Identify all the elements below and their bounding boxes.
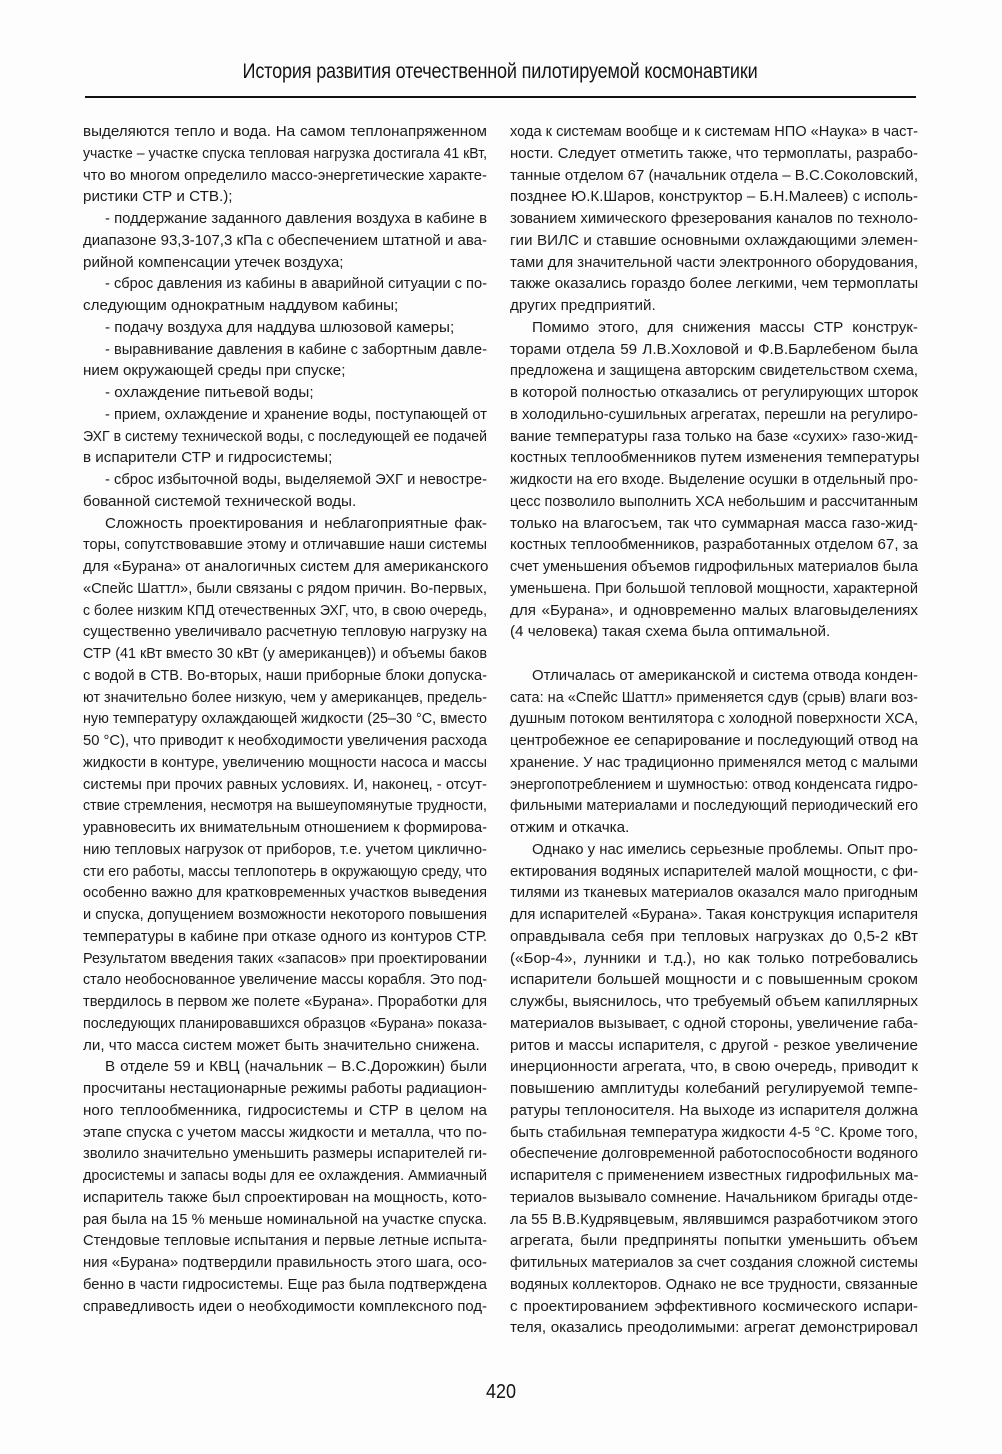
text-line-content: хода к системам вообще и к системам НПО «Наука» в част- xyxy=(510,123,918,140)
text-line-content: стало необоснованное увеличение массы корабля. Это под- xyxy=(83,971,487,989)
text-line: для «Бурана», и одновременно малых влаговыделениях xyxy=(510,601,918,619)
text-line-content: уменьшена. При большой тепловой мощности, характерной xyxy=(510,579,918,597)
text-line-content: сата: на «Спейс Шаттл» применяется сдув (срыв) влаги воз- xyxy=(510,688,918,706)
text-line: других предприятий. xyxy=(510,297,656,314)
text-line xyxy=(83,469,487,491)
text-line: оправдывала себя при тепловых нагрузках до 0,5-2 кВт xyxy=(510,927,918,945)
text-line-content: - сброс избыточной воды, выделяемой ЭХГ и невостре- xyxy=(105,471,487,488)
text-line-content: - поддержание заданного давления воздуха в кабине в xyxy=(105,210,487,227)
text-line-content: - сброс давления из кабины в аварийной ситуации с по- xyxy=(105,275,487,293)
text-line xyxy=(83,643,487,665)
text-line xyxy=(83,904,487,926)
text-line-content: диапазоне 93,3-107,3 кПа с обеспечением штатной и ава- xyxy=(83,231,487,249)
text-line-content: температуры в кабине при отказе одного из контуров СТР. xyxy=(83,927,487,945)
text-line-content: и спуска, допущением возможности некоторого повышения xyxy=(83,906,487,923)
text-line-content: участке – участке спуска тепловая нагрузка достигала 41 кВт, xyxy=(83,144,487,162)
text-line: агрегата, были предприняты попытки уменьшить объем xyxy=(510,1232,918,1250)
text-line xyxy=(83,948,487,970)
text-line xyxy=(83,1274,487,1296)
text-line xyxy=(510,882,918,904)
text-line: отжим и откачка. xyxy=(510,819,630,836)
text-line xyxy=(510,774,918,796)
text-line-content: костных теплообменников, разработанных отделом 67, за xyxy=(510,536,918,554)
text-line: Сложность проектирования и неблагоприятные фак- xyxy=(105,514,487,532)
text-line-content: Результатом введения таких «запасов» при проектировании xyxy=(83,949,487,967)
text-line-content: особенно важно для кратковременных участков выведения xyxy=(83,884,487,902)
text-line xyxy=(510,687,918,709)
text-line xyxy=(510,360,918,382)
text-line-content: быть стабильная температура жидкости 4-5 °С. Кроме того, xyxy=(510,1123,918,1141)
text-line xyxy=(83,1013,487,1035)
text-line xyxy=(83,534,487,556)
text-line: с проектированием эффективного космического испари- xyxy=(510,1297,918,1315)
text-line-content: душным потоком вентилятора с холодной поверхности ХСА, xyxy=(510,710,918,728)
text-line-content: ную температуру охлаждающей жидкости (25–30 °С, вместо xyxy=(83,710,487,728)
text-line xyxy=(83,708,487,730)
text-line xyxy=(510,1187,918,1209)
text-line-content: энергопотреблением и шумностью: отвод конденсата гидро- xyxy=(510,775,918,793)
text-line: службы, выяснилось, что требуемый объем капиллярных xyxy=(510,993,918,1010)
text-line xyxy=(83,817,487,839)
text-line xyxy=(510,1209,918,1231)
text-line: испарители большей мощности и с повышенным сроком xyxy=(510,971,918,989)
text-line xyxy=(510,795,918,817)
text-line xyxy=(510,143,918,165)
text-line xyxy=(83,730,487,752)
text-line-content: последующих планировавшихся образцов «Бурана» показа- xyxy=(83,1014,487,1032)
text-line-content: водяных коллекторов. Однако не все трудности, связанные xyxy=(510,1275,918,1293)
text-line xyxy=(510,121,918,143)
text-line: («Бор-4», лунники и т.д.), но как только потребовались xyxy=(510,949,918,967)
text-line-content: ния «Бурана» подтвердили правильность этого шага, осо- xyxy=(83,1254,487,1271)
text-line-content: счет уменьшения объемов гидрофильных материалов была xyxy=(510,558,918,575)
text-line: костных теплообменников путем изменения температуры xyxy=(510,449,920,467)
text-line-content: танные отделом 67 (начальник отдела – В.С.Соколовский, xyxy=(510,166,918,184)
text-line: нием окружающей среды при спуске; xyxy=(83,362,346,380)
text-line: Помимо этого, для снижения массы СТР конструк- xyxy=(532,318,918,336)
text-line-content: предложена и защищена авторским свидетельством схема, xyxy=(510,362,918,380)
text-line-content: этапе спуска с учетом массы жидкости и металла, что по- xyxy=(83,1123,487,1141)
text-line xyxy=(510,752,918,774)
text-line: для «Бурана» от аналогичных систем для американского xyxy=(83,558,489,575)
text-line-content: уравновесить их внимательным отношением к формирова- xyxy=(83,819,487,836)
text-line xyxy=(83,273,487,295)
text-line: только на влагосъем, так что суммарная масса газо-жид- xyxy=(510,514,918,532)
text-line-content: рая была на 15 % меньше номинальной на участке спуска. xyxy=(83,1210,487,1228)
text-line: теля, оказались преодолимыми: агрегат демонстрировал xyxy=(510,1319,918,1337)
text-line-content: в холодильно-сушильных агрегатах, перешли на регулиро- xyxy=(510,405,918,423)
text-line xyxy=(83,208,487,230)
text-line: ристики СТР и СТВ.); xyxy=(83,188,233,206)
text-line-content: справедливость идеи о необходимости комплексного под- xyxy=(83,1297,487,1315)
text-line: ного теплообменника, гидросистемы и СТР в целом на xyxy=(83,1101,487,1119)
left-text-column xyxy=(83,121,487,1317)
text-line-content: ектирования водяных испарителей малой мощности, с фи- xyxy=(510,862,918,880)
text-line xyxy=(83,578,487,600)
text-line xyxy=(83,1122,487,1144)
text-line xyxy=(510,708,918,730)
text-line-content: позднее Ю.К.Шаров, конструктор – Б.Н.Малеев) с исполь- xyxy=(510,188,918,206)
text-line-content: тами для значительной части электронного оборудования, xyxy=(510,253,918,271)
text-line xyxy=(83,1078,487,1100)
text-line xyxy=(510,839,918,861)
text-line xyxy=(83,1143,487,1165)
text-line-content: вание температуры газа только на базе «сухих» газо-жид- xyxy=(510,427,918,445)
text-line xyxy=(510,1013,918,1035)
text-line xyxy=(510,252,918,274)
text-line: ли, что масса систем может быть значительно снижена. xyxy=(83,1036,480,1054)
text-line-content: 50 °С), что приводит к необходимости увеличения расхода xyxy=(83,732,487,749)
text-line xyxy=(83,991,487,1013)
text-line xyxy=(83,861,487,883)
running-title: История развития отечественной пилотируемой космонавтики xyxy=(242,60,758,83)
text-line: бованной системой технической воды. xyxy=(83,492,357,510)
text-line: ритов и массы испарителя, с другой - резкое увеличение xyxy=(510,1036,918,1054)
text-line-content: ствие стремления, несмотря на вышеупомянутые трудности, xyxy=(83,797,487,815)
text-line xyxy=(83,1296,487,1318)
text-line: инерционности агрегата, что, в свою очередь, приводит к xyxy=(510,1058,918,1076)
text-line-content: зволило значительно уменьшить размеры испарителей ги- xyxy=(83,1145,487,1163)
text-line-content: «Спейс Шаттл», были связаны с рядом причин. Во-первых, xyxy=(83,579,487,597)
text-line xyxy=(510,904,918,926)
text-line xyxy=(83,795,487,817)
text-line xyxy=(510,861,918,883)
text-line-content: просчитаны нестационарные режимы работы радиацион- xyxy=(83,1080,487,1097)
text-line xyxy=(510,426,918,448)
text-line: - охлаждение питьевой воды; xyxy=(105,384,314,401)
header-rule xyxy=(85,96,916,98)
text-line xyxy=(510,491,918,513)
text-line xyxy=(83,404,487,426)
text-line-content: - выравнивание давления в кабине с забортным давле- xyxy=(105,340,487,358)
text-line xyxy=(83,600,487,622)
text-line: рийной компенсации утечек воздуха; xyxy=(83,253,344,271)
text-line xyxy=(510,1252,918,1274)
right-text-column xyxy=(510,121,918,1339)
text-line-content: твердилось в первом же полете «Бурана». Проработки для xyxy=(83,993,487,1010)
text-line-content: материалов вызывает, с одной стороны, увеличение габа- xyxy=(510,1014,918,1032)
text-line xyxy=(510,1274,918,1296)
text-line xyxy=(83,926,487,948)
text-line xyxy=(83,1165,487,1187)
text-line-content: торы, сопутствовавшие этому и отличавшие наши системы xyxy=(83,536,487,554)
text-line xyxy=(510,578,918,600)
text-line: повышению амплитуды колебаний регулируемой темпе- xyxy=(510,1080,918,1097)
text-line-content: испаритель также был спроектирован на мощность, кото- xyxy=(83,1188,487,1206)
text-line xyxy=(83,665,487,687)
text-line: В отделе 59 и КВЦ (начальник – В.С.Дорожкин) были xyxy=(105,1058,487,1076)
text-line xyxy=(83,1187,487,1209)
text-line: торами отдела 59 Л.В.Хохловой и Ф.В.Барлебеном была xyxy=(510,340,918,358)
text-line-content: фитильных материалов за счет создания сложной системы xyxy=(510,1254,918,1271)
text-line xyxy=(510,208,918,230)
text-line-content: ЭХГ в систему технической воды, с последующей ее подачей xyxy=(83,427,487,445)
text-line-content: цесс позволило выполнить ХСА небольшим и рассчитанным xyxy=(510,492,918,510)
text-line-content: фильными материалами и последующий периодический его xyxy=(510,797,918,815)
text-line-content: бенно в части гидросистемы. Еще раз была подтверждена xyxy=(83,1275,487,1293)
text-line-content: дросистемы и запасы воды для ее охлаждения. Аммиачный xyxy=(83,1167,487,1184)
text-line xyxy=(83,1230,487,1252)
text-line-content: в которой полностью отказались от регулирующих шторок xyxy=(510,384,918,401)
text-line-content: - прием, охлаждение и хранение воды, поступающей от xyxy=(105,405,487,423)
text-line xyxy=(83,143,487,165)
text-line-content: нию тепловых нагрузок от приборов, т.е. учетом циклично- xyxy=(83,840,487,858)
text-line-content: центробежное ее сепарирование и последующий отвод на xyxy=(510,732,918,749)
text-line xyxy=(510,382,918,404)
text-line-content: жидкости на его входе. Выделение осушки в отдельный про- xyxy=(510,471,918,488)
text-line xyxy=(83,1209,487,1231)
text-line-content: СТР (41 кВт вместо 30 кВт (у американцев)) и объемы баков xyxy=(83,645,487,662)
text-line xyxy=(510,1143,918,1165)
text-line-content: ла 55 В.В.Кудрявцевым, являвшимся разработчиком этого xyxy=(510,1210,918,1228)
text-line xyxy=(83,687,487,709)
text-line xyxy=(83,752,487,774)
text-line xyxy=(83,426,487,448)
text-line xyxy=(510,469,918,491)
text-line-content: тилями из тканевых материалов оказался мало пригодным xyxy=(510,884,918,902)
text-line: - подачу воздуха для наддува шлюзовой камеры; xyxy=(105,318,455,336)
text-line xyxy=(510,730,918,752)
text-line xyxy=(83,230,487,252)
text-line: ратуры теплоносителя. На выходе из испарителя должна xyxy=(510,1101,918,1119)
text-line-content: с более низким КПД отечественных ЭХГ, что, в свою очередь, xyxy=(83,601,487,619)
text-line-content: сти его работы, массы теплопотерь в окружающую среду, что xyxy=(83,862,487,880)
text-line: испарителя с применением известных гидрофильных ма- xyxy=(510,1167,919,1184)
text-line xyxy=(510,643,918,665)
text-line-content: Однако у нас имелись серьезные проблемы. Опыт про- xyxy=(532,840,918,858)
text-line-content: жидкости в контуре, увеличению мощности насоса и массы xyxy=(83,753,487,771)
text-line xyxy=(83,621,487,643)
text-line-content: для испарителей «Бурана». Такая конструкция испарителя xyxy=(510,906,918,923)
text-line xyxy=(83,774,487,796)
text-line: гии ВИЛС и ставшие основными охлаждающими элемен- xyxy=(510,231,918,249)
text-line xyxy=(510,534,918,556)
text-line-content: ности. Следует отметить также, что термоплаты, разрабо- xyxy=(510,144,918,162)
text-line-content: хранение. У нас традиционно применялся метод с малыми xyxy=(510,753,918,771)
text-line-content: что во многом определило массо-энергетические характе- xyxy=(83,166,487,184)
text-line xyxy=(83,1252,487,1274)
text-line xyxy=(510,556,918,578)
text-line-content: териалов вызывало сомнение. Начальником бригады отде- xyxy=(510,1188,918,1206)
text-line-content: системы при прочих равных условиях. И, наконец, - отсут- xyxy=(83,775,487,793)
text-line-content: обеспечение долговременной работоспособности водяного xyxy=(510,1145,918,1163)
text-line xyxy=(83,882,487,904)
text-line-content: Отличалась от американской и система отвода конден- xyxy=(532,666,918,684)
text-line-content: с водой в СТВ. Во-вторых, наши приборные блоки допуска- xyxy=(83,666,487,684)
text-line: в испарители СТР и гидросистемы; xyxy=(83,449,333,467)
text-line xyxy=(83,165,487,187)
text-line xyxy=(510,404,918,426)
text-line xyxy=(83,839,487,861)
text-line xyxy=(510,665,918,687)
text-line xyxy=(83,339,487,361)
text-line-content: существенно увеличивало расчетную тепловую нагрузку на xyxy=(83,623,487,641)
text-line xyxy=(510,186,918,208)
text-line xyxy=(510,1122,918,1144)
text-line: следующим однократным наддувом кабины; xyxy=(83,297,399,314)
text-line-content: зованием химического фрезерования каналов по техноло- xyxy=(510,210,918,227)
text-line xyxy=(83,969,487,991)
text-line: выделяются тепло и вода. На самом теплонапряженном xyxy=(83,123,487,140)
text-line-content: ют значительно более низкую, чем у американцев, предель- xyxy=(83,688,487,706)
page-number: 420 xyxy=(485,1381,517,1403)
text-line: также оказались гораздо более легкими, чем термоплаты xyxy=(510,275,919,293)
text-line: (4 человека) такая схема была оптимальной. xyxy=(510,623,831,641)
text-line-content: Стендовые тепловые испытания и первые летные испыта- xyxy=(83,1232,487,1250)
text-line xyxy=(510,165,918,187)
